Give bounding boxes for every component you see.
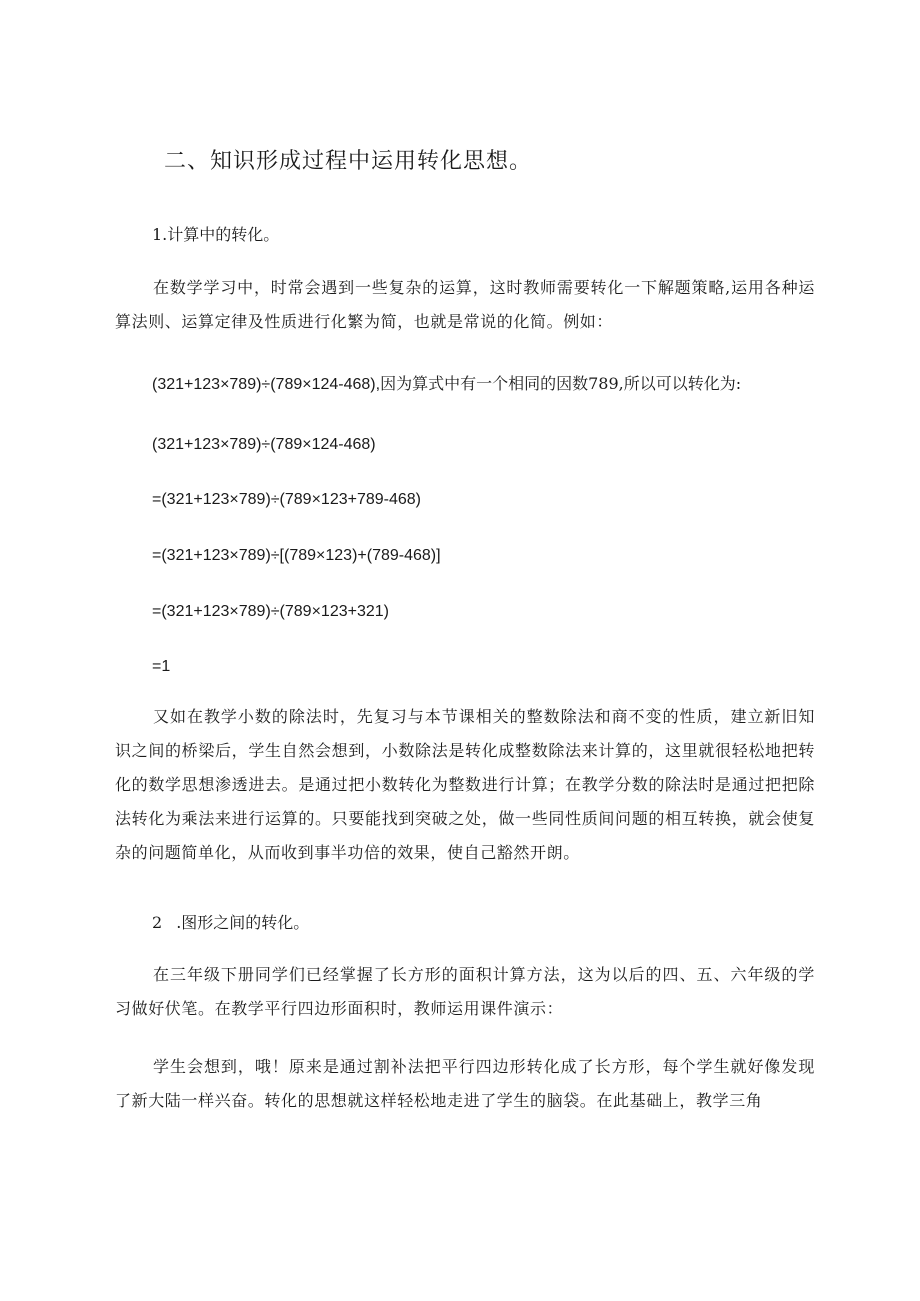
subsection-2-text: .图形之间的转化。: [176, 913, 310, 932]
paragraph-parallelogram: 学生会想到，哦！原来是通过割补法把平行四边形转化成了长方形，每个学生就好像发现了新大陆一样兴奋。转化的思想就这样轻松地走进了学生的脑袋。在此基础上，教学三角: [115, 1057, 815, 1110]
subsection-1-title: 1.计算中的转化。: [152, 225, 280, 244]
paragraph-intro: 在数学学习中，时常会遇到一些复杂的运算，这时教师需要转化一下解题策略,运用各种运算法则、运算定律及性质进行化繁为简，也就是常说的化简。例如：: [115, 278, 815, 331]
example-text: 因为算式中有一个相同的因数789,所以可以转化为:: [380, 374, 742, 393]
section-heading: 二、知识形成过程中运用转化思想。: [164, 149, 533, 174]
subsection-2-title: [152, 911, 309, 935]
formula-step-2: =(321+123×789)÷(789×123+789-468): [152, 491, 422, 508]
formula-step-3: =(321+123×789)÷[(789×123)+(789-468)]: [152, 547, 441, 564]
formula-step-4: =(321+123×789)÷(789×123+321): [152, 603, 389, 620]
formula-step-1: (321+123×789)÷(789×124-468): [152, 436, 376, 453]
example-line: [152, 372, 741, 397]
example-expression: (321+123×789)÷(789×124-468),: [152, 376, 381, 393]
subsection-2-number: 2: [152, 913, 163, 932]
formula-result: =1: [152, 658, 171, 675]
paragraph-shape-conversion: 在三年级下册同学们已经掌握了长方形的面积计算方法，这为以后的四、五、六年级的学习做好伏笔。在教学平行四边形面积时，教师运用课件演示：: [115, 965, 815, 1018]
paragraph-decimal-division: 又如在教学小数的除法时，先复习与本节课相关的整数除法和商不变的性质，建立新旧知识之间的桥梁后，学生自然会想到，小数除法是转化成整数除法来计算的，这里就很轻松地把转化的数学思想渗透进去。是通过把小数转化为整数进行计算；在教学分数的除法时是通过把把除法转化为乘法来进行运算的。只要能找到突破之处，做一些同性质间问题的相互转换，就会使复杂的问题简单化，从而收到事半功倍的效果，使自己豁然开朗。: [115, 707, 815, 862]
